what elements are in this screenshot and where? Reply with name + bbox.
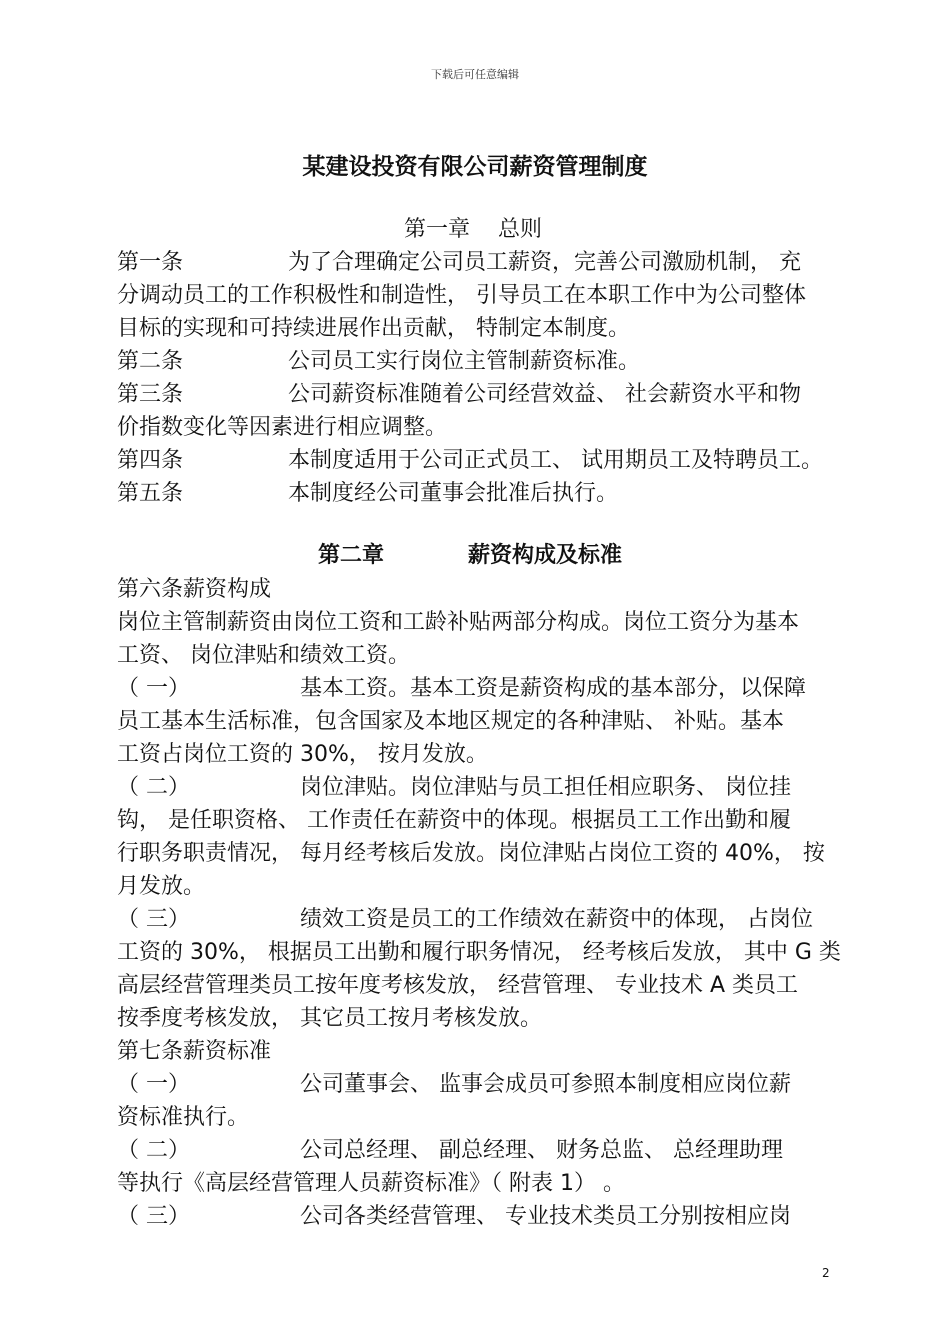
article-label: 第二条 [117,349,184,374]
article-text: 本制度经公司董事会批准后执行。 [288,481,619,506]
text-line: 钩， 是任职资格、 工作责任在薪资中的体现。根据员工工作出勤和履 [117,808,791,833]
item-label: （ 一） [117,676,190,701]
article-text: 为了合理确定公司员工薪资，完善公司激励机制， 充 [288,250,801,275]
text-line: 按季度考核发放， 其它员工按月考核发放。 [117,1006,542,1031]
document-title: 某建设投资有限公司薪资管理制度 [302,154,648,180]
item-text: 公司董事会、 监事会成员可参照本制度相应岗位薪 [300,1072,791,1097]
chapter1-label: 第一章 [404,217,471,242]
text-line: 高层经营管理类员工按年度考核发放， 经营管理、 专业技术 A 类员工 [117,973,799,998]
text-line: 目标的实现和可持续进展作出贡献， 特制定本制度。 [117,316,630,341]
text-line: 员工基本生活标准，包含国家及本地区规定的各种津贴、 补贴。基本 [117,709,784,734]
chapter1-name: 总则 [498,217,543,242]
text-line: 工资的 30%， 根据员工出勤和履行职务情况， 经考核后发放， 其中 G 类 [117,940,841,965]
article-text: 本制度适用于公司正式员工、 试用期员工及特聘员工。 [288,448,823,473]
text-line: 分调动员工的工作积极性和制造性， 引导员工在本职工作中为公司整体 [117,283,806,308]
chapter2-label: 第二章 [318,543,385,568]
article-text: 公司薪资标准随着公司经营效益、 社会薪资水平和物 [288,382,801,407]
item-text: 公司总经理、 副总经理、 财务总监、 总经理助理 [300,1138,783,1163]
item-text: 岗位津贴。岗位津贴与员工担任相应职务、 岗位挂 [300,775,791,800]
text-line: 价指数变化等因素进行相应调整。 [117,415,448,440]
text-line: 资标准执行。 [117,1105,250,1130]
item-text: 基本工资。基本工资是薪资构成的基本部分，以保障 [300,676,807,701]
item-text: 绩效工资是员工的工作绩效在薪资中的体现， 占岗位 [300,907,813,932]
text-line: 工资、 岗位津贴和绩效工资。 [117,643,410,668]
text-line: 等执行《高层经营管理人员薪资标准》（ 附表 1） 。 [117,1171,625,1196]
article-label: 第一条 [117,250,184,275]
page-number: 2 [822,1266,830,1280]
text-line: 月发放。 [117,874,206,899]
item-label: （ 一） [117,1072,190,1097]
text-line: 岗位主管制薪资由岗位工资和工龄补贴两部分构成。岗位工资分为基本 [117,610,800,635]
item-label: （ 二） [117,775,190,800]
header-note: 下载后可任意编辑 [431,68,519,81]
item-label: （ 三） [117,907,190,932]
article-heading: 第六条薪资构成 [117,577,272,602]
text-line: 工资占岗位工资的 30%， 按月发放。 [117,742,488,767]
article-label: 第三条 [117,382,184,407]
article-text: 公司员工实行岗位主管制薪资标准。 [288,349,641,374]
text-line: 行职务职责情况， 每月经考核后发放。岗位津贴占岗位工资的 40%， 按 [117,841,825,866]
article-label: 第五条 [117,481,184,506]
article-label: 第四条 [117,448,184,473]
item-label: （ 三） [117,1204,190,1229]
article-heading: 第七条薪资标准 [117,1039,272,1064]
item-text: 公司各类经营管理、 专业技术类员工分别按相应岗 [300,1204,791,1229]
item-label: （ 二） [117,1138,190,1163]
chapter2-name: 薪资构成及标准 [468,543,623,568]
